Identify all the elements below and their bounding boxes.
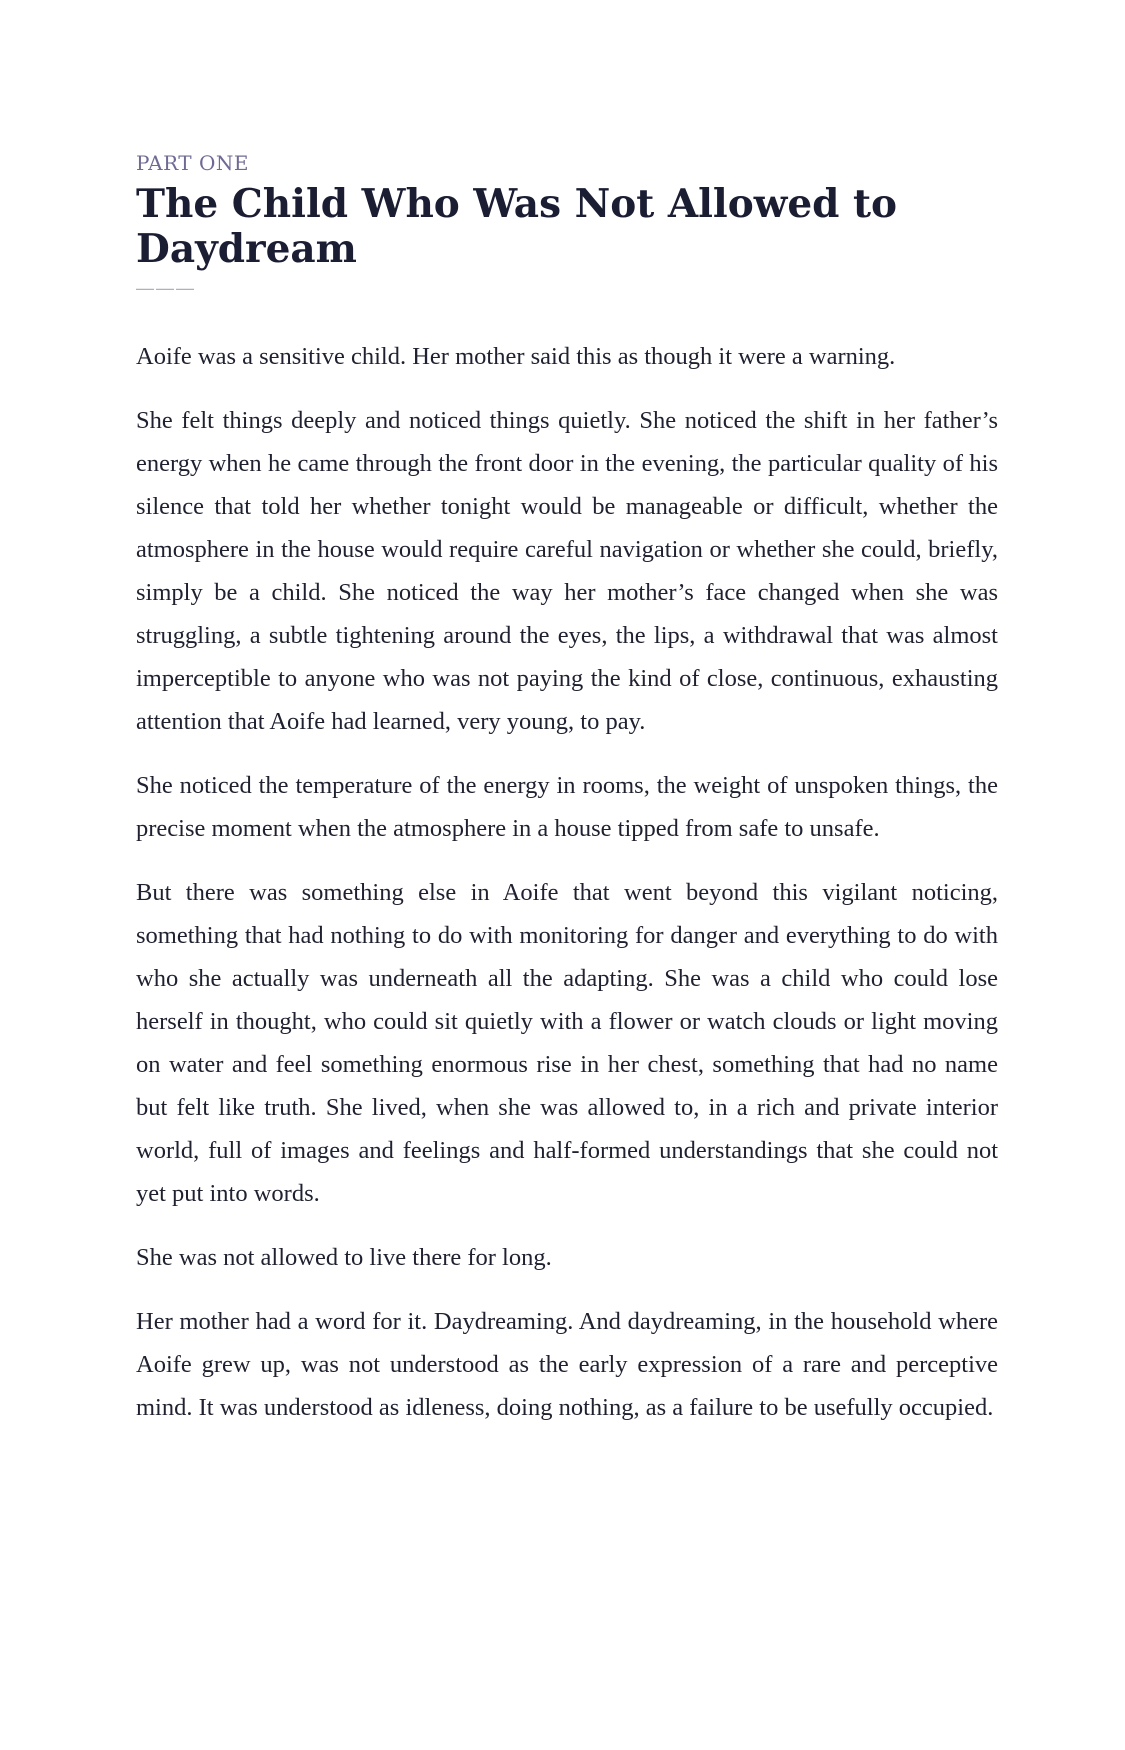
paragraph: She was not allowed to live there for long. <box>136 1244 552 1271</box>
paragraph: She noticed the temperature of the energy in rooms, the weight of unspoken things, the precise moment when the atmosphere in a house tipped from safe to unsafe. <box>136 772 998 842</box>
chapter-title: The Child Who Was Not Allowed to Daydream <box>136 181 898 272</box>
paragraph: Aoife was a sensitive child. Her mother said this as though it were a warning. <box>136 343 896 370</box>
part-label: PART ONE <box>136 151 249 175</box>
paragraph: She felt things deeply and noticed things quietly. She noticed the shift in her father’s energy when he came through the front door in the evening, the particular quality of his silence that told her whether tonight would be manageable or difficult, whether the atmosphere in the house would require careful navigation or whether she could, briefly, simply be a child. She noticed the way her mother’s face changed when she was struggling, a subtle tightening around the eyes, the lips, a withdrawal that was almost imperceptible to anyone who was not paying the kind of close, continuous, exhausting attention that Aoife had learned, very young, to pay. <box>136 407 998 735</box>
page-content <box>136 150 998 1450</box>
chapter-body <box>136 335 998 1429</box>
paragraph: But there was something else in Aoife that went beyond this vigilant noticing, something that had nothing to do with monitoring for danger and everything to do with who she actually was underneath all the adapting. She was a child who could lose herself in thought, who could sit quietly with a flower or watch clouds or light moving on water and feel something enormous rise in her chest, something that had no name but felt like truth. She lived, when she was allowed to, in a rich and private interior world, full of images and feelings and half-formed understandings that she could not yet put into words. <box>136 879 998 1207</box>
paragraph: Her mother had a word for it. Daydreaming. And daydreaming, in the household where Aoife grew up, was not understood as the early expression of a rare and perceptive mind. It was understood as idleness, doing nothing, as a failure to be usefully occupied. <box>136 1308 998 1421</box>
title-separator: ——— <box>136 278 196 298</box>
